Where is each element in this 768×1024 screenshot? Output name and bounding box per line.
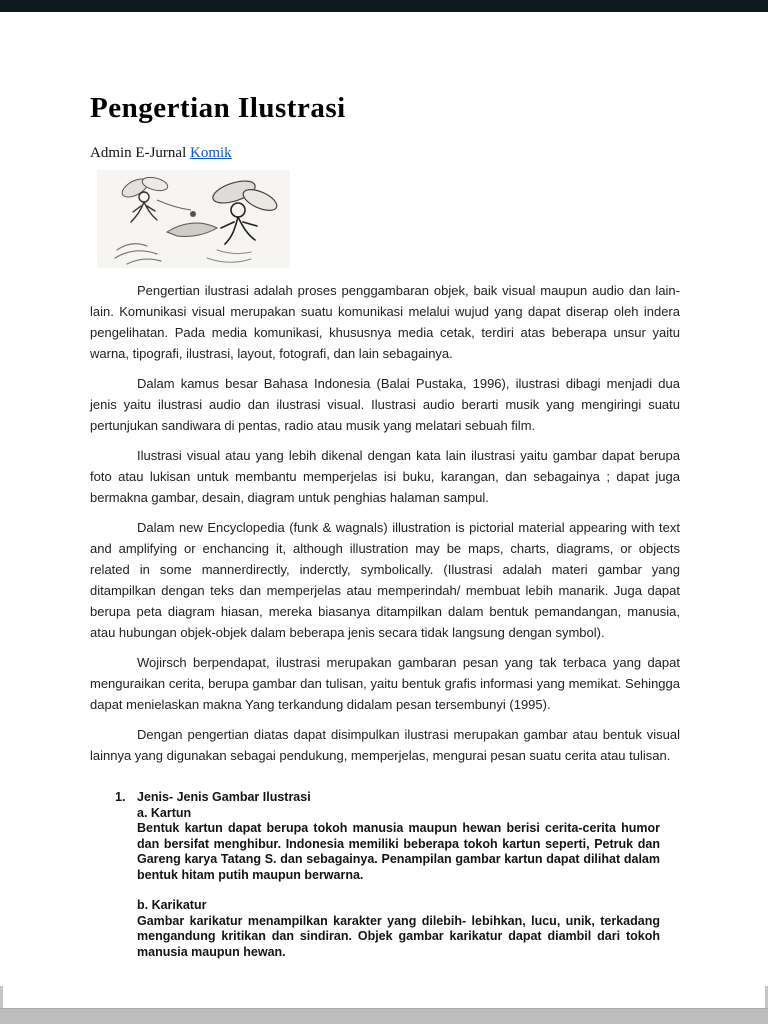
- list-item-b-label: b. Karikatur: [137, 898, 207, 912]
- paragraph-6: Dengan pengertian diatas dapat disimpulkan ilustrasi merupakan gambar atau bentuk visual lainnya yang digunakan sebagai pendukung, memperjelas, mengurai pesan suatu cerita atau tulisan.: [90, 727, 680, 763]
- scan-bottom-edge: [0, 1008, 768, 1024]
- list-item-a-label: a. Kartun: [137, 805, 192, 820]
- illustration-types-list: [115, 790, 660, 960]
- scan-left-edge: [0, 986, 3, 1008]
- list-number: 1.: [115, 790, 126, 804]
- list-spacer: [137, 883, 660, 898]
- list-heading: Jenis- Jenis Gambar Ilustrasi: [137, 790, 311, 804]
- paragraph-3: Ilustrasi visual atau yang lebih dikenal dengan kata lain ilustrasi yaitu gambar dapat berupa foto atau lukisan untuk membantu memperjelas isi buku, karangan, dan sebagainya ; dapat juga bermakna gambar, desain, diagram untuk penghias halaman sampul.: [90, 448, 680, 505]
- document-page: [90, 92, 680, 960]
- list-item-b-body: Gambar karikatur menampilkan karakter yang dilebih- lebihkan, lucu, unik, terkadang mengandung kritikan dan sindiran. Objek gambar karikatur dapat diambil dari tokoh manusia maupun hewan.: [137, 913, 660, 959]
- byline: [90, 145, 680, 162]
- byline-author: Admin E-Jurnal: [90, 145, 190, 161]
- paragraph-5: Wojirsch berpendapat, ilustrasi merupakan gambaran pesan yang tak terbaca yang dapat menguraikan cerita, berupa gambar dan tulisan, yaitu bentuk grafis informasi yang memikat. Sehingga dapat menielaskan makna Yang terkandung didalam pesan tersembunyi (1995).: [90, 655, 680, 712]
- paragraph-4: Dalam new Encyclopedia (funk & wagnals) illustration is pictorial material appearing with text and amplifying or enchancing it, although illustration may be maps, charts, diagrams, or objects related in some mannerdirectly, inderctly, symbolically. (Ilustrasi adalah materi gambar yang ditampilkan dengan teks dan memperjelas atau memperindah/ membuat lebih manarik. Juga dapat berupa peta diagram hiasan, mereka biasanya ditampilkan dalam bentuk pemandangan, manusia, atau hubungan objek-objek dalam beberapa jenis secara tidak langsung dengan symbol).: [90, 520, 680, 640]
- fairy-illustration: [97, 170, 290, 268]
- paragraph-1: Pengertian ilustrasi adalah proses penggambaran objek, baik visual maupun audio dan lain-lain. Komunikasi visual merupakan suatu komunikasi melalui wujud yang dapat diserap oleh indera pengelihatan. Pada media komunikasi, khususnya media cetak, terdiri atas beberapa unsur yaitu warna, tipografi, ilustrasi, layout, fotografi, dan lain sebagainya.: [90, 283, 680, 361]
- scan-top-edge: [0, 0, 768, 12]
- paragraph-2: Dalam kamus besar Bahasa Indonesia (Balai Pustaka, 1996), ilustrasi dibagi menjadi dua jenis yaitu ilustrasi audio dan ilustrasi visual. Ilustrasi audio berarti musik yang mengiringi suatu pertunjukan sandiwara di pentas, radio atau musik yang melatari sebuah film.: [90, 376, 680, 433]
- list-item-a-body: Bentuk kartun dapat berupa tokoh manusia maupun hewan berisi cerita-cerita humor dan bersifat menghibur. Indonesia memiliki beberapa tokoh kartun seperti, Petruk dan Gareng karya Tatang S. dan sebagainya. Penampilan gambar kartun dapat dilihat dalam bentuk hitam putih maupun berwarna.: [137, 821, 660, 882]
- page-title: Pengertian Ilustrasi: [90, 92, 346, 124]
- komik-link[interactable]: Komik: [189, 145, 232, 161]
